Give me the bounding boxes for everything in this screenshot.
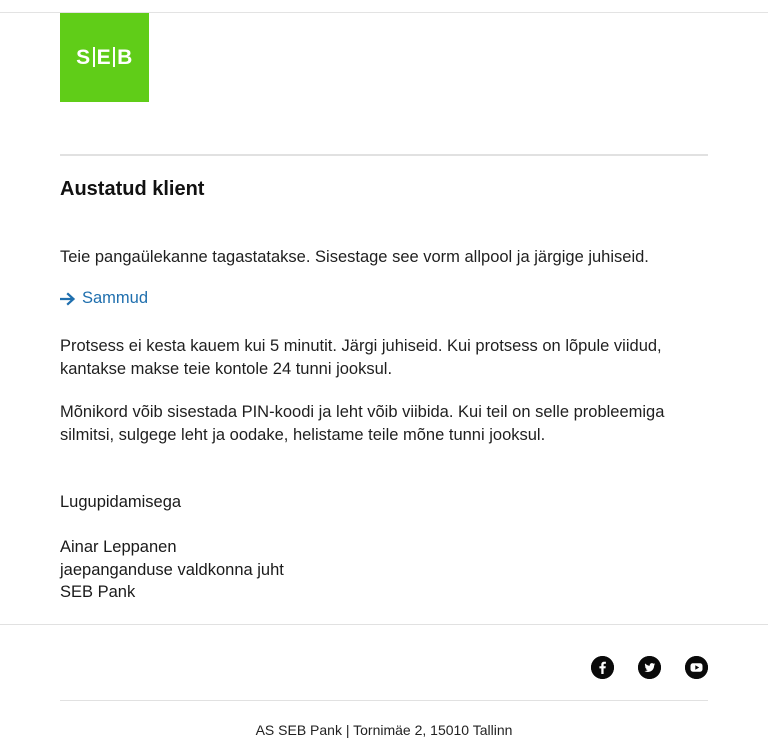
signature-block [60, 536, 284, 604]
pin-paragraph: Mõnikord võib sisestada PIN-koodi ja leht võib viibida. Kui teil on selle probleemiga silmitsi, sulgege leht ja oodake, helistame teile mõne tunni jooksul. [60, 403, 665, 444]
logo-separator [113, 47, 115, 67]
footer-address: AS SEB Pank | Tornimäe 2, 15010 Tallinn [255, 722, 513, 738]
signature-title: jaepanganduse valdkonna juht [60, 560, 284, 579]
signature-company: SEB Pank [60, 583, 136, 601]
logo-text [76, 46, 133, 70]
logo-letter-s: S [76, 45, 91, 69]
facebook-icon[interactable] [591, 656, 614, 679]
arrow-right-icon [60, 292, 76, 306]
logo-separator [93, 47, 95, 67]
closing-text: Lugupidamisega [60, 493, 182, 511]
steps-link-label[interactable]: Sammud [82, 289, 149, 307]
process-paragraph: Protsess ei kesta kauem kui 5 minutit. Järgi juhiseid. Kui protsess on lõpule viidud, kantakse makse teie kontole 24 tunni jooksul. [60, 337, 662, 378]
youtube-icon[interactable] [685, 656, 708, 679]
intro-paragraph: Teie pangaülekanne tagastatakse. Sisestage see vorm allpool ja järgige juhiseid. [60, 248, 649, 266]
logo-letter-e: E [96, 45, 112, 69]
signature-name: Ainar Leppanen [60, 538, 177, 556]
footer-divider [0, 624, 768, 625]
greeting-heading: Austatud klient [60, 178, 205, 200]
header-divider [60, 154, 708, 156]
twitter-icon[interactable] [638, 656, 661, 679]
steps-link[interactable] [60, 289, 148, 308]
footer-inner-divider [60, 700, 708, 701]
seb-logo [60, 13, 149, 102]
logo-letter-b: B [117, 45, 133, 69]
